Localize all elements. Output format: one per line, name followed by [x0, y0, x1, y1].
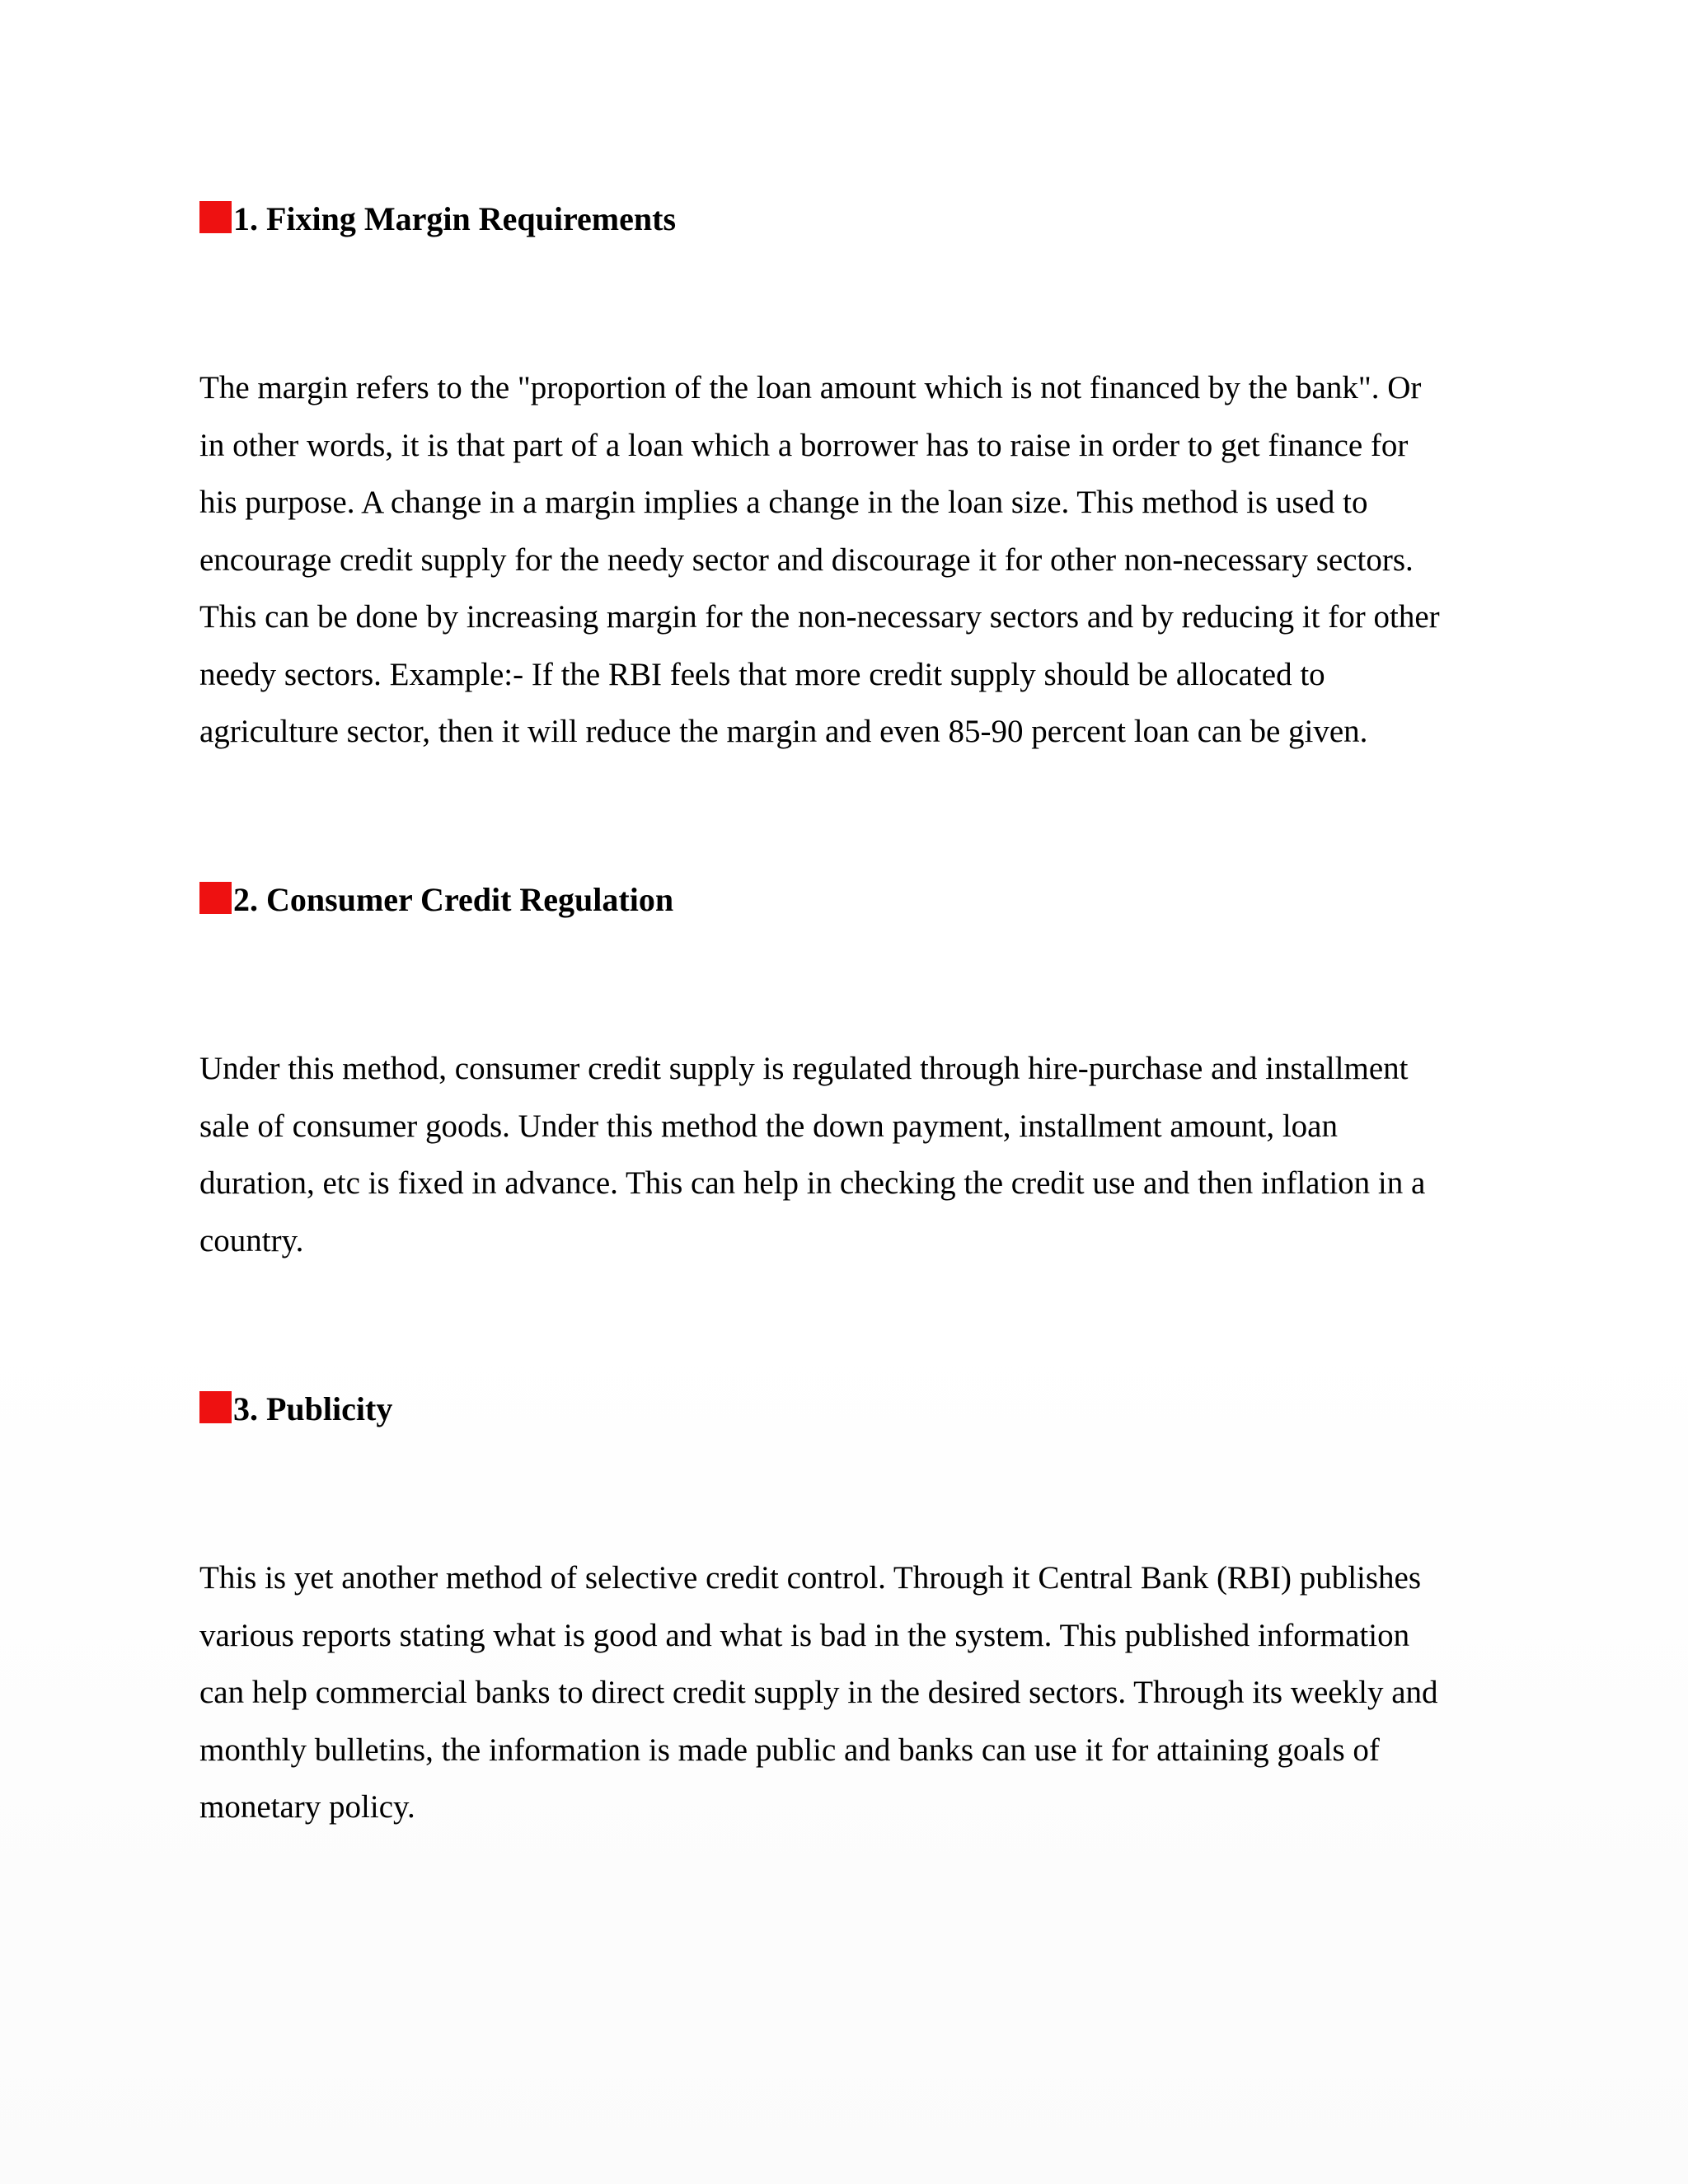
section-paragraph: [199, 1040, 1502, 1269]
section-heading: [199, 880, 673, 920]
paragraph-line: various reports stating what is good and what is bad in the system. This published information: [199, 1617, 1410, 1653]
red-square-bullet-icon: [199, 882, 232, 914]
paragraph-line: can help commercial banks to direct credit supply in the desired sectors. Through its weekly and: [199, 1675, 1438, 1710]
section-heading-text: 3. Publicity: [233, 1390, 393, 1427]
paragraph-line: sale of consumer goods. Under this method the down payment, installment amount, loan: [199, 1108, 1338, 1144]
paragraph-line: This can be done by increasing margin for the non-necessary sectors and by reducing it for other: [199, 599, 1440, 635]
paragraph-line: his purpose. A change in a margin implies a change in the loan size. This method is used to: [199, 485, 1368, 520]
paragraph-line: in other words, it is that part of a loan which a borrower has to raise in order to get finance for: [199, 427, 1409, 463]
paragraph-line: Under this method, consumer credit supply is regulated through hire-purchase and installment: [199, 1051, 1409, 1086]
section-heading: [199, 199, 676, 239]
paragraph-line: monthly bulletins, the information is made public and banks can use it for attaining goals of: [199, 1732, 1380, 1768]
paragraph-line: monetary policy.: [199, 1789, 415, 1825]
section-paragraph: [199, 359, 1502, 761]
section-heading-text: 2. Consumer Credit Regulation: [233, 881, 674, 918]
paragraph-line: This is yet another method of selective credit control. Through it Central Bank (RBI) publishes: [199, 1560, 1422, 1596]
red-square-bullet-icon: [199, 201, 232, 233]
paragraph-line: needy sectors. Example:- If the RBI feels that more credit supply should be allocated to: [199, 656, 1325, 692]
paragraph-line: encourage credit supply for the needy sector and discourage it for other non-necessary sectors.: [199, 541, 1414, 578]
section-heading: [199, 1390, 392, 1429]
red-square-bullet-icon: [199, 1391, 232, 1423]
section-paragraph: [199, 1549, 1502, 1836]
paragraph-line: The margin refers to the "proportion of the loan amount which is not financed by the bank". Or: [199, 370, 1422, 405]
paragraph-line: agriculture sector, then it will reduce the margin and even 85-90 percent loan can be given.: [199, 714, 1368, 749]
paragraph-line: duration, etc is fixed in advance. This can help in checking the credit use and then inflation in a: [199, 1165, 1426, 1201]
section-heading-text: 1. Fixing Margin Requirements: [233, 200, 677, 237]
paragraph-line: country.: [199, 1222, 304, 1258]
